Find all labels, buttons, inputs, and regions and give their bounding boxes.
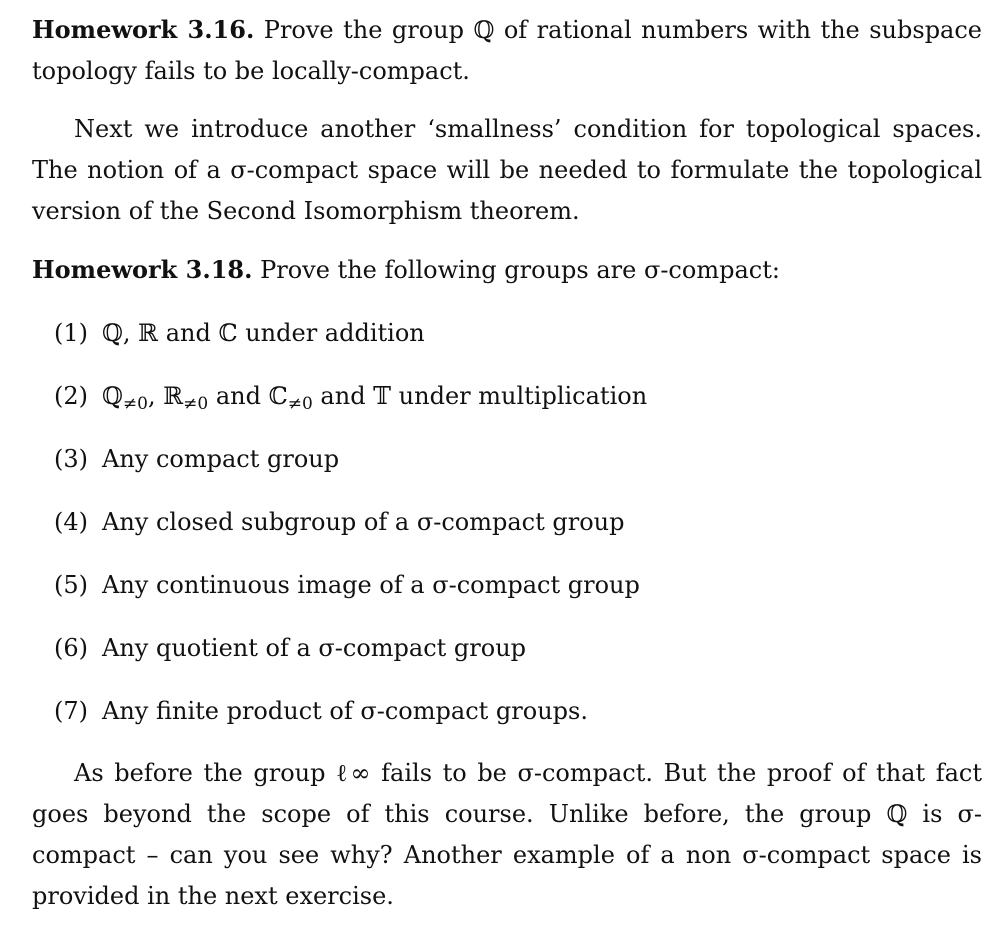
homework-3-18-label: Homework 3.18. xyxy=(32,255,253,284)
list-item-text: Any compact group xyxy=(102,445,340,473)
list-item xyxy=(54,317,425,349)
list-item xyxy=(54,569,640,601)
list-item-number: (4) xyxy=(54,508,88,536)
list-item-text: Any finite product of σ-compact groups. xyxy=(102,697,588,725)
list-item xyxy=(54,380,647,420)
homework-3-18 xyxy=(32,249,982,291)
list-item-number: (7) xyxy=(54,697,88,725)
list-item xyxy=(54,443,339,475)
list-item xyxy=(54,632,526,664)
list-item-text: ℚ, ℝ and ℂ under addition xyxy=(102,319,425,347)
homework-3-16-label: Homework 3.16. xyxy=(32,15,255,44)
list-item-text: Any continuous image of a σ-compact group xyxy=(102,571,640,599)
homework-3-16 xyxy=(32,9,982,92)
homework-3-18-text: Prove the following groups are σ-compact: xyxy=(252,256,780,284)
list-item xyxy=(54,695,588,727)
intro-paragraph: Next we introduce another ‘smallness’ condition for topological spaces. The notion of a σ-compact space will be needed to formulate the topological version of the Second Isomorphism theorem. xyxy=(32,115,982,225)
list-item xyxy=(54,506,624,538)
list-item-text: ℚ$_{\ne 0}$, ℝ$_{\ne 0}$ and ℂ$_{\ne 0}$ and 𝕋 under multiplication xyxy=(102,382,648,414)
list-item-number: (2) xyxy=(54,382,88,410)
list-item-text: Any quotient of a σ-compact group xyxy=(102,634,527,662)
homework-3-16-text: Prove the group ℚ of rational numbers with the subspace topology fails to be locally-compact. xyxy=(32,16,983,85)
list-item-number: (1) xyxy=(54,319,88,347)
list-item-number: (6) xyxy=(54,634,88,662)
list-item-text: Any closed subgroup of a σ-compact group xyxy=(102,508,625,536)
list-item-number: (5) xyxy=(54,571,88,599)
closing-paragraph: As before the group ℓ∞ fails to be σ-compact. But the proof of that fact goes beyond the scope of this course. Unlike before, the group ℚ is σ-compact – can you see why? Another example of a non σ-compact space is provided in the next exercise. xyxy=(32,759,982,910)
list-item-number: (3) xyxy=(54,445,88,473)
